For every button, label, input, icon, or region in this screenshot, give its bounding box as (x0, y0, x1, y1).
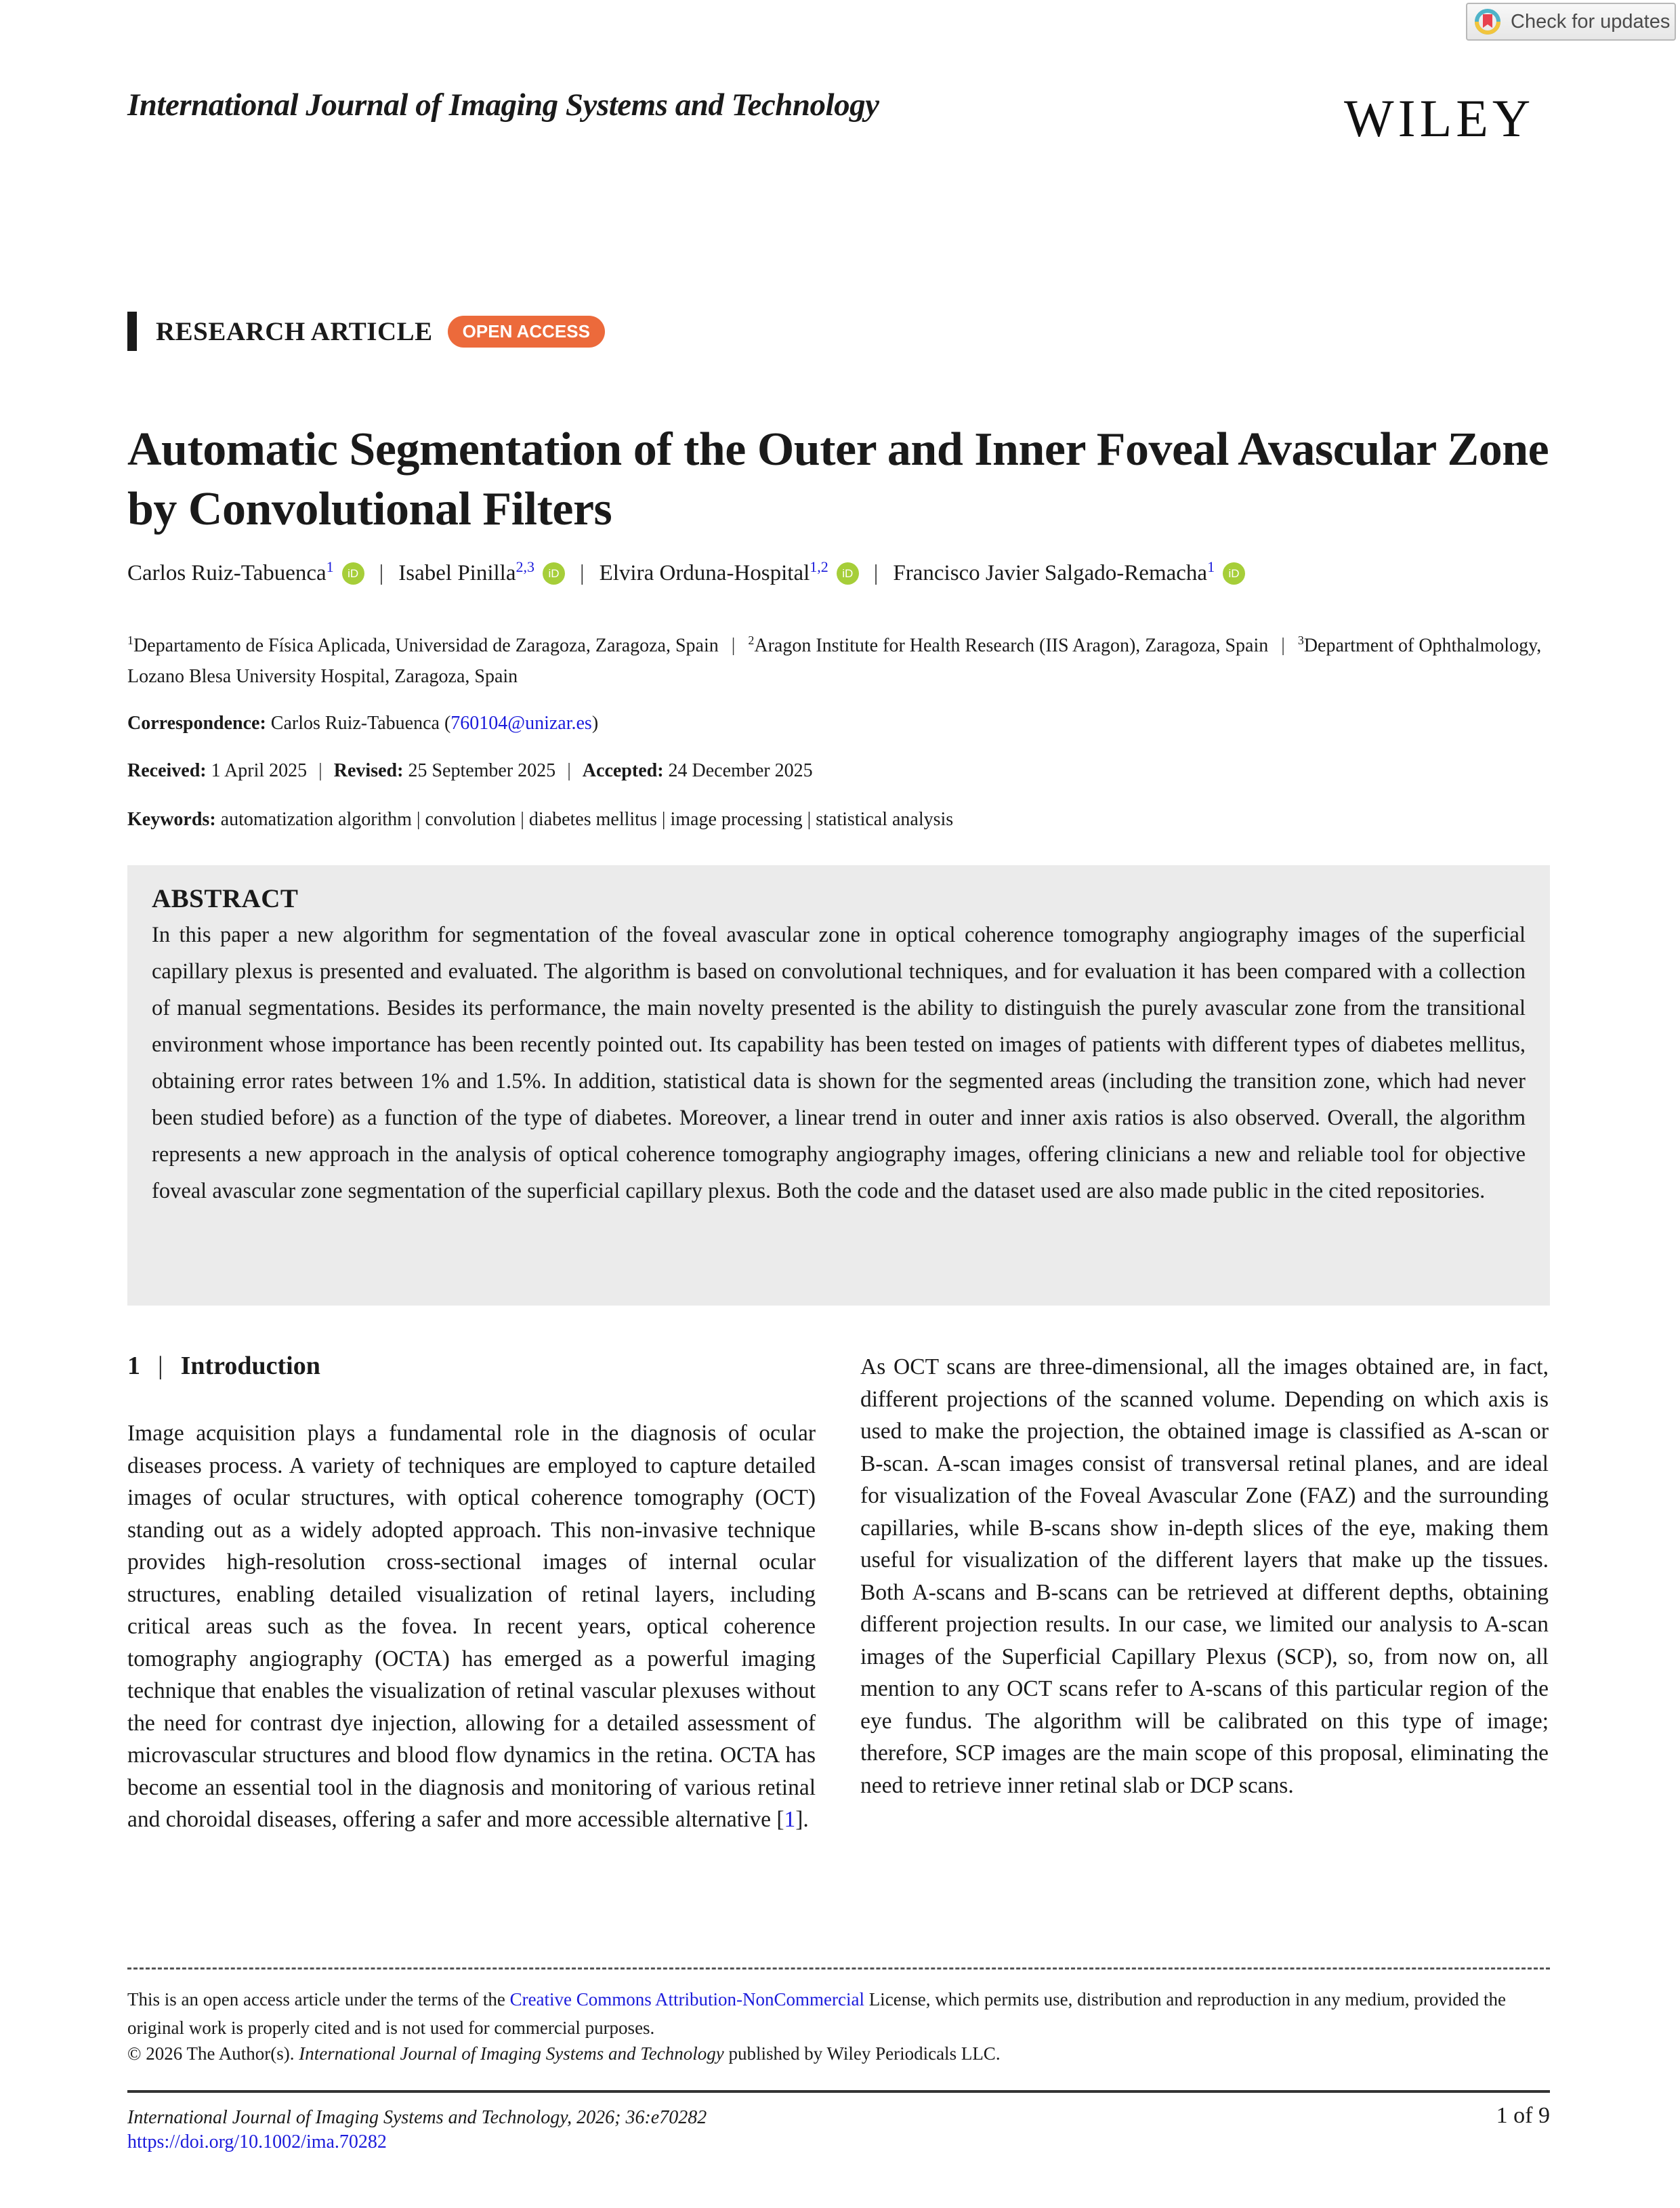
journal-name: International Journal of Imaging Systems and Technology (127, 87, 879, 123)
revised-label: Revised: (333, 760, 404, 781)
license-notice (127, 1985, 1550, 2042)
license-text: License, which permits use, distribution and reproduction in any medium, provided the original work is properly cited and is not used for commercial purposes. (127, 1989, 1507, 2038)
accent-bar (127, 312, 137, 351)
affiliation-ref[interactable]: 2,3 (516, 558, 534, 575)
body-column-left (127, 1417, 816, 1836)
separator: | (379, 561, 384, 585)
page-number: 1 of 9 (1496, 2103, 1550, 2128)
separator: | (158, 1352, 163, 1380)
body-column-right (860, 1351, 1549, 1801)
revised-date: 25 September 2025 (408, 760, 556, 781)
paragraph-text: ]. (795, 1807, 809, 1832)
paragraph-text: Image acquisition plays a fundamental role in the diagnosis of ocular diseases process. A variety of techniques are employed to capture detailed images of ocular structures, with optical coherence tomography (OCT) standing out as a widely adopted approach. This non-invasive technique provides high-resolution cross-sectional images of internal ocular structures, enabling detailed visualization of retinal layers, including critical areas such as the fovea. In recent years, optical coherence tomography angiography (OCTA) has emerged as a powerful imaging technique that enables the visualization of retinal vascular plexuses without the need for contrast dye injection, allowing for a detailed assessment of microvascular structures and blood flow dynamics in the retina. OCTA has become an essential tool in the diagnosis and monitoring of various retinal and choroidal diseases, offering a safer and more accessible alternative [ (127, 1421, 816, 1832)
citation-link[interactable]: 1 (784, 1807, 796, 1832)
copyright-text: © 2026 The Author(s). (127, 2043, 299, 2064)
copyright-journal: International Journal of Imaging Systems and Technology (299, 2043, 724, 2064)
affiliation: Department of Ophthalmology, Lozano Blesa University Hospital, Zaragoza, Spain (127, 635, 1542, 688)
author-name: Carlos Ruiz-Tabuenca (127, 561, 327, 585)
separator: | (318, 760, 322, 781)
footnote-divider (127, 1967, 1550, 1970)
footer-citation: International Journal of Imaging Systems and Technology, 2026; 36:e70282 (127, 2107, 707, 2128)
orcid-icon[interactable]: iD (1223, 562, 1245, 585)
open-access-badge: OPEN ACCESS (448, 316, 605, 348)
accepted-date: 24 December 2025 (668, 760, 813, 781)
abstract-box (127, 865, 1550, 1306)
author[interactable] (127, 558, 364, 586)
license-text: This is an open access article under the terms of the (127, 1989, 510, 2009)
affiliation-number: 1 (127, 633, 133, 647)
correspondence-name: Carlos Ruiz-Tabuenca (270, 713, 440, 734)
affiliation: Aragon Institute for Health Research (IIS Aragon), Zaragoza, Spain (754, 635, 1269, 657)
separator: | (873, 561, 879, 585)
abstract-text: In this paper a new algorithm for segmentation of the foveal avascular zone in optical coherence tomography angiography images of the superficial capillary plexus is presented and evaluated. The algorithm is based on convolutional techniques, and for evaluation it has been compared with a collection of manual segmentations. Besides its performance, the main novelty presented is the ability to distinguish the purely avascular zone from the transitional environment whose importance has been recently pointed out. Its capability has been tested on images of patients with different types of diabetes mellitus, obtaining error rates between 1% and 1.5%. In addition, statistical data is shown for the segmented areas (including the transition zone, which had never been studied before) as a function of the type of diabetes. Moreover, a linear trend in outer and inner axis ratios is also observed. Overall, the algorithm represents a new approach in the analysis of optical coherence tomography angiography images, offering clinicians a new and reliable tool for objective foveal avascular zone segmentation of the superficial capillary plexus. Both the code and the dataset used are also made public in the cited repositories. (152, 923, 1526, 1203)
paragraph: As OCT scans are three-dimensional, all the images obtained are, in fact, different projections of the scanned volume. Depending on which axis is used to make the projection, the obtained image is classified as A-scan or B-scan. A-scan images consist of transversal retinal planes, and are ideal for visualization of the Foveal Avascular Zone (FAZ) and the surrounding capillaries, while B-scans show in-depth slices of the eye, making them useful for visualization of the different layers that make up the tissues. Both A-scans and B-scans can be retrieved at different depths, obtaining different projection results. In our case, we limited our analysis to A-scan images of the Superficial Capillary Plexus (SCP), so, from now on, all mention to any OCT scans refer to A-scans of this particular region of the eye fundus. The algorithm will be calibrated on this type of image; therefore, SCP images are the main scope of this proposal, eliminating the need to retrieve inner retinal slab or DCP scans. (860, 1354, 1549, 1798)
affiliation-ref[interactable]: 1,2 (810, 558, 828, 575)
separator: | (731, 635, 736, 657)
abstract-heading: ABSTRACT (152, 884, 299, 913)
author-list (127, 558, 1245, 586)
orcid-icon[interactable]: iD (837, 562, 859, 585)
check-for-updates-button[interactable] (1466, 3, 1676, 41)
section-number: 1 (127, 1352, 140, 1380)
separator: | (567, 760, 571, 781)
paragraph (127, 1417, 816, 1836)
author[interactable] (599, 558, 859, 586)
check-for-updates-label: Check for updates (1511, 10, 1671, 33)
affiliation-ref[interactable]: 1 (326, 558, 334, 575)
doi-link[interactable]: https://doi.org/10.1002/ima.70282 (127, 2131, 387, 2152)
correspondence-label: Correspondence: (127, 713, 266, 734)
received-label: Received: (127, 760, 207, 781)
publisher-logo: WILEY (1344, 89, 1535, 148)
article-title: Automatic Segmentation of the Outer and Inner Foveal Avascular Zone by Convolutional Filters (127, 423, 1549, 535)
copyright-notice (127, 2043, 1001, 2064)
article-dates (127, 760, 813, 782)
author[interactable] (893, 558, 1245, 586)
affiliation-ref[interactable]: 1 (1207, 558, 1215, 575)
article-type-row (127, 312, 605, 351)
keywords (127, 809, 953, 831)
correspondence: Correspondence: Carlos Ruiz-Tabuenca (760104@unizar.es) (127, 713, 599, 734)
keywords-list: automatization algorithm | convolution | diabetes mellitus | image processing | statistical analysis (220, 809, 954, 830)
affiliation-number: 3 (1297, 633, 1304, 647)
crossmark-icon (1474, 8, 1501, 35)
footer-rule (127, 2090, 1550, 2093)
author-name: Francisco Javier Salgado-Remacha (893, 561, 1208, 585)
keywords-label: Keywords: (127, 809, 216, 830)
separator: | (1281, 635, 1285, 657)
separator: | (580, 561, 585, 585)
section-heading (127, 1351, 320, 1381)
license-link[interactable]: Creative Commons Attribution-NonCommercial (509, 1989, 864, 2009)
received-date: 1 April 2025 (211, 760, 308, 781)
orcid-icon[interactable]: iD (543, 562, 565, 585)
orcid-icon[interactable]: iD (342, 562, 364, 585)
email-link[interactable]: 760104@unizar.es (450, 713, 592, 734)
accepted-label: Accepted: (582, 760, 664, 781)
copyright-text: published by Wiley Periodicals LLC. (723, 2043, 1001, 2064)
author-name: Isabel Pinilla (398, 561, 516, 585)
affiliation-number: 2 (748, 633, 755, 647)
article-type-label: RESEARCH ARTICLE (156, 316, 433, 346)
author-name: Elvira Orduna-Hospital (599, 561, 810, 585)
section-title: Introduction (180, 1352, 320, 1380)
author[interactable] (398, 558, 565, 586)
affiliation: Departamento de Física Aplicada, Universidad de Zaragoza, Zaragoza, Spain (133, 635, 719, 657)
affiliations (127, 625, 1563, 692)
